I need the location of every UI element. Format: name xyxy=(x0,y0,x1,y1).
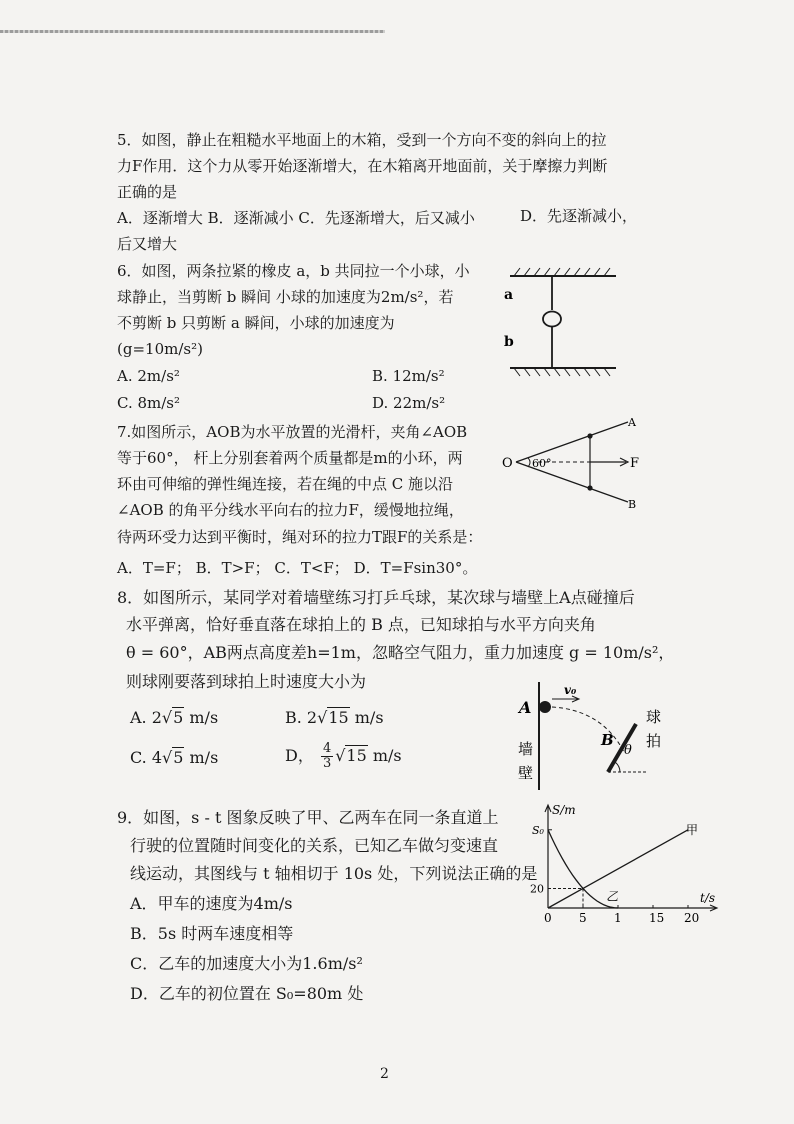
q6-label-b: b xyxy=(504,334,514,350)
q8-option-d-radicand: 15 xyxy=(346,746,367,765)
q7-options: A．T=F； B．T>F； C．T<F； D．T=Fsin30°。 xyxy=(117,559,478,577)
chart-y-tick-label-s0: S₀ xyxy=(532,823,544,837)
q8-label-wall-2: 壁 xyxy=(518,764,534,782)
q8-option-c-radicand: 5 xyxy=(173,748,184,767)
q9-option-b: B．5s 时两车速度相等 xyxy=(130,924,294,943)
q6-label-a: a xyxy=(504,287,514,303)
q6-line-2: 球静止，当剪断 b 瞬间 小球的加速度为2m/s²，若 xyxy=(117,288,454,306)
q8-option-d: D， $\frac{4}{3}$ √15 m/s xyxy=(285,741,402,771)
q7-line-1: 7.如图所示，AOB为水平放置的光滑杆，夹角∠AOB xyxy=(117,423,468,441)
q5-option-d: D．先逐渐减小， xyxy=(520,207,638,225)
q8-option-d-numerator: 4 xyxy=(322,741,332,756)
q6-figure xyxy=(500,262,625,382)
q8-label-wall-1: 墙 xyxy=(518,740,534,758)
q6-line-1: 6．如图，两条拉紧的橡皮 a，b 共同拉一个小球，小 xyxy=(117,262,470,280)
q8-label-racket-1: 球 xyxy=(646,708,662,726)
q8-option-a-coef: A. 2 xyxy=(130,708,162,727)
q9-st-chart xyxy=(528,800,728,930)
q8-option-d-label: D， xyxy=(285,746,314,765)
q8-option-b: B. 2√15 m/s xyxy=(285,708,384,727)
chart-x-tick-label-3: 15 xyxy=(649,911,665,925)
q7-label-f: F xyxy=(630,456,640,471)
q6-option-c: C. 8m/s² xyxy=(117,394,181,412)
q8-line-2: 水平弹离，恰好垂直落在球拍上的 B 点，已知球拍与水平方向夹角 xyxy=(126,615,596,634)
q7-label-o: O xyxy=(502,456,513,471)
q8-option-a-radicand: 5 xyxy=(173,708,184,727)
chart-x-tick-label-4: 20 xyxy=(684,911,700,925)
q8-option-a-unit: m/s xyxy=(184,708,219,727)
q8-line-4: 则球刚要落到球拍上时速度大小为 xyxy=(126,672,367,691)
q8-option-c-unit: m/s xyxy=(184,748,219,767)
q8-label-b: B xyxy=(601,731,614,749)
q8-label-v0: v₀ xyxy=(564,683,577,697)
chart-y-label: S/m xyxy=(552,803,576,817)
q9-option-d: D．乙车的初位置在 S₀=80m 处 xyxy=(130,984,364,1003)
q8-label-theta: θ xyxy=(624,743,632,758)
chart-x-tick-label-0: 0 xyxy=(544,911,552,925)
q7-figure xyxy=(498,412,648,514)
q8-option-c: C. 4√5 m/s xyxy=(130,748,219,767)
q5-line-2: 力F作用．这个力从零开始逐渐增大，在木箱离开地面前，关于摩擦力判断 xyxy=(117,157,608,175)
q8-label-a: A xyxy=(519,698,532,717)
q8-option-b-unit: m/s xyxy=(349,708,384,727)
q8-line-3: θ = 60°，AB两点高度差h=1m，忽略空气阻力，重力加速度 g = 10m/s²， xyxy=(126,643,675,662)
chart-series-yi-label: 乙 xyxy=(606,889,619,904)
q6-line-4: (g=10m/s²) xyxy=(117,340,203,358)
q6-option-b: B. 12m/s² xyxy=(372,367,445,385)
q8-option-d-fraction xyxy=(321,742,333,771)
q8-option-d-denominator: 3 xyxy=(322,756,332,771)
q7-line-3: 环由可伸缩的弹性绳连接，若在绳的中点 C 施以沿 xyxy=(117,475,454,493)
q7-line-2: 等于60°， 杆上分别套着两个质量都是m的小环，两 xyxy=(117,449,463,467)
q8-option-b-radicand: 15 xyxy=(328,708,349,727)
q8-option-d-unit: m/s xyxy=(367,746,402,765)
q8-figure xyxy=(512,680,672,792)
q7-label-angle: 60° xyxy=(532,457,552,470)
q6-option-d: D. 22m/s² xyxy=(372,394,446,412)
q7-label-b: B xyxy=(628,498,637,511)
q9-line-3: 线运动，其图线与 t 轴相切于 10s 处，下列说法正确的是 xyxy=(130,864,538,883)
q6-option-a: A. 2m/s² xyxy=(117,367,180,385)
q9-option-c: C．乙车的加速度大小为1.6m/s² xyxy=(130,954,363,973)
q7-label-a: A xyxy=(628,416,636,429)
chart-x-tick-label-1: 5 xyxy=(579,911,587,925)
page-number: 2 xyxy=(380,1066,389,1082)
q5-options-abc: A．逐渐增大 B．逐渐减小 C．先逐渐增大，后又减小 xyxy=(117,209,475,227)
scan-top-edge xyxy=(0,30,385,33)
q8-option-a: A. 2√5 m/s xyxy=(130,708,219,727)
q7-line-4: ∠AOB 的角平分线水平向右的拉力F，缓慢地拉绳， xyxy=(117,501,464,519)
q8-option-b-coef: B. 2 xyxy=(285,708,318,727)
chart-x-tick-label-2: 1 xyxy=(614,911,622,925)
chart-series-jia-label: 甲 xyxy=(686,822,699,837)
q7-line-5: 待两环受力达到平衡时，绳对环的拉力T跟F的关系是： xyxy=(117,528,483,546)
q8-line-1: 8．如图所示，某同学对着墙壁练习打乒乓球，某次球与墙壁上A点碰撞后 xyxy=(117,588,635,607)
q8-option-c-coef: C. 4 xyxy=(130,748,163,767)
q5-line-1: 5．如图，静止在粗糙水平地面上的木箱，受到一个方向不变的斜向上的拉 xyxy=(117,131,607,149)
chart-x-label: t/s xyxy=(700,891,716,905)
q8-label-racket-2: 拍 xyxy=(646,732,662,750)
q9-line-1: 9．如图，s - t 图象反映了甲、乙两车在同一条直道上 xyxy=(117,808,499,827)
q9-line-2: 行驶的位置随时间变化的关系，已知乙车做匀变速直 xyxy=(130,836,499,855)
q5-line-3: 正确的是 xyxy=(117,183,178,201)
q6-line-3: 不剪断 b 只剪断 a 瞬间，小球的加速度为 xyxy=(117,314,395,332)
q5-line-5: 后又增大 xyxy=(117,235,178,253)
chart-y-tick-label-20: 20 xyxy=(530,882,544,896)
q9-option-a: A．甲车的速度为4m/s xyxy=(130,894,293,913)
